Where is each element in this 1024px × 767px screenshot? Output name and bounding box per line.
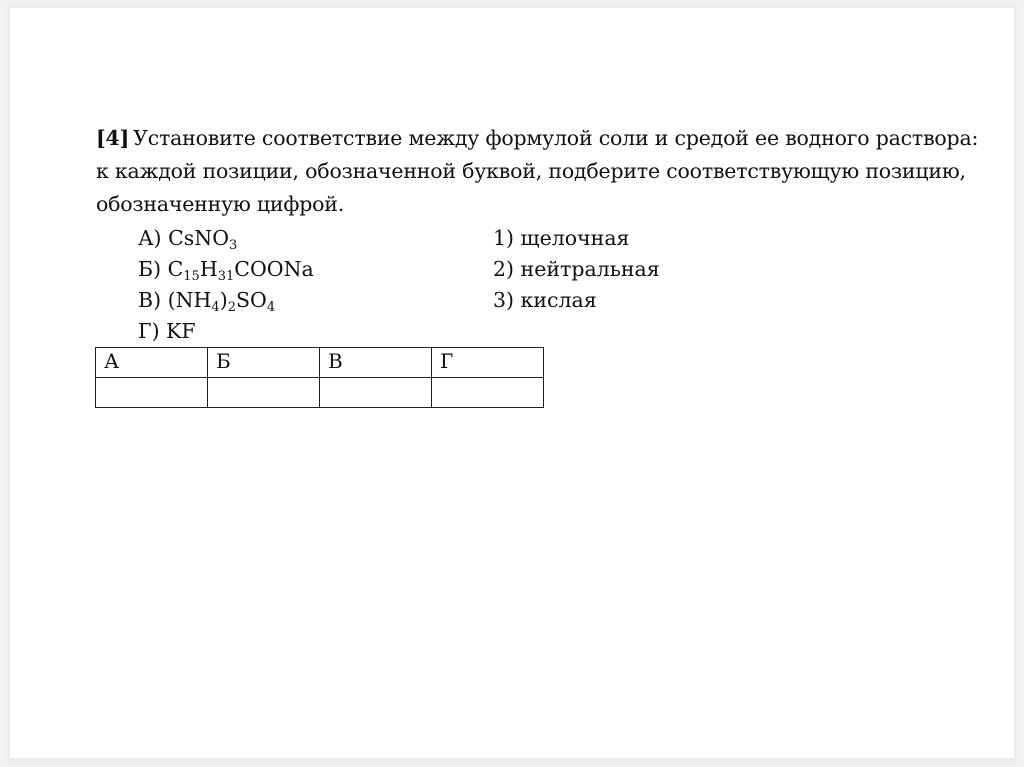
salt-g: Г) KF bbox=[138, 319, 196, 343]
medium-1: 1) щелочная bbox=[493, 226, 630, 250]
table-answer-cell[interactable] bbox=[432, 378, 544, 408]
table-header-cell: Г bbox=[432, 348, 544, 378]
table-answer-cell[interactable] bbox=[320, 378, 432, 408]
question-line-2: к каждой позиции, обозначенной буквой, подберите соответствующую позицию, bbox=[96, 159, 966, 183]
answer-table bbox=[95, 347, 544, 408]
table-header-cell: В bbox=[320, 348, 432, 378]
table-header-row bbox=[96, 348, 544, 378]
table-header-cell: А bbox=[96, 348, 208, 378]
question-number: [4] bbox=[96, 126, 130, 150]
question-text bbox=[96, 122, 979, 221]
table-answer-cell[interactable] bbox=[208, 378, 320, 408]
slide bbox=[10, 8, 1014, 758]
question-line-3: обозначенную цифрой. bbox=[96, 192, 345, 216]
salt-a: А) CsNO$_3$ bbox=[138, 226, 238, 253]
table-answer-row bbox=[96, 378, 544, 408]
table-answer-cell[interactable] bbox=[96, 378, 208, 408]
table-header-cell: Б bbox=[208, 348, 320, 378]
medium-3: 3) кислая bbox=[493, 288, 597, 312]
medium-2: 2) нейтральная bbox=[493, 257, 660, 281]
salt-v: В) $(NH_4)_2SO_4$ bbox=[138, 288, 276, 315]
salt-b: Б) $C_{15}H_{31}COONa$ bbox=[138, 257, 314, 284]
question-line-1: [4] Установите соответствие между формулой соли и средой ее водного раствора: bbox=[96, 126, 979, 150]
